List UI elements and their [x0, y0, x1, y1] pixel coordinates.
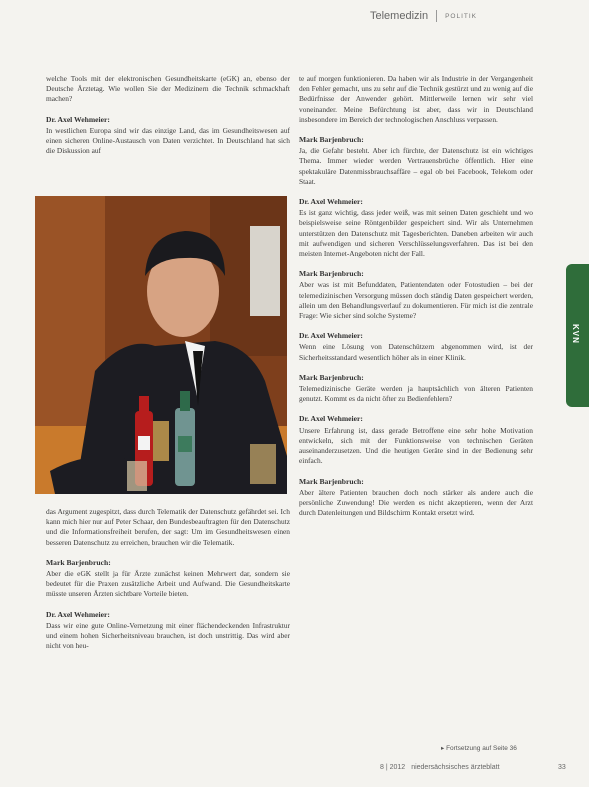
- paragraph: Dass wir eine gute Online-Vernetzung mit einer flächendeckenden Infrastruktur und einem hohen Sicherheitsniveau brauchen, ist doch unstrittig. Das wird aber nicht von heu-: [46, 620, 290, 651]
- speaker-name: Dr. Axel Wehmeier:: [299, 414, 363, 424]
- paragraph: das Argument zugespitzt, dass durch Telematik der Datenschutz gefährdet sei. Ich kann mich hier nur auf Peter Schaar, den Bundesbeauftragten für den Datenschutz und die Informationsfreiheit berufen, der sagt: Um im Gesundheitswesen einen besseren Datenschutz zu erreichen, brauchen wir die Telematik.: [46, 507, 290, 547]
- speaker-name: Mark Barjenbruch:: [299, 135, 364, 145]
- subsection-title: POLITIK: [445, 12, 478, 20]
- paragraph: te auf morgen funktionieren. Da haben wir als Industrie in der Vergangenheit den Fehler gemacht, uns zu sehr auf die Technik gestürzt und zu wenig auf die Bedürfnisse der Anwender gehört. Mittlerweile lernen wir sehr viel voneinander. Meine Befürchtung ist aber, dass wir in Deutschland insbesondere im Bereich der technologischen Anschluss verpassen.: [299, 74, 533, 124]
- speaker-name: Mark Barjenbruch:: [46, 557, 111, 567]
- left-column-bottom: [46, 507, 290, 657]
- issue-number: 8 | 2012: [380, 764, 406, 771]
- section-tab: [566, 264, 589, 407]
- page-header: [370, 8, 477, 24]
- right-column: [299, 74, 533, 524]
- speaker-name: Dr. Axel Wehmeier:: [46, 609, 110, 619]
- page-number: 33: [558, 764, 566, 771]
- section-title: Telemedizin: [370, 10, 429, 22]
- paragraph: Aber was ist mit Befunddaten, Patientendaten oder Fotostudien – bei der telemedizinischen Versorgung müssen doch ständig Daten gespeichert werden, allein um den Behandlungsverlauf zu dokumentieren. Für mich ist die zentrale Frage: Wie sicher sind solche Systeme?: [299, 280, 533, 321]
- paragraph: Aber die eGK stellt ja für Ärzte zunächst keinen Mehrwert dar, sondern sie bedeutet für die Praxen zusätzliche Arbeit und Aufwand. Die Gesundheitskarte müsste unseren Ärzten sichtbare Vorteile bieten.: [46, 569, 290, 599]
- paragraph: Unsere Erfahrung ist, dass gerade Betroffene eine sehr hohe Motivation entwickeln, sich mit der Funktionsweise von technischen Geräten auseinanderzusetzen. Und die heutigen Geräte sind in der Bedienung sehr einfach.: [299, 425, 533, 466]
- speaker-name: Dr. Axel Wehmeier:: [46, 114, 110, 124]
- speaker-name: Mark Barjenbruch:: [299, 269, 364, 279]
- paragraph: welche Tools mit der elektronischen Gesundheitskarte (eGK) an, ebenso der Deutsche Ärztetag. Wie wollen Sie der Medizinern die Technik schmackhaft machen?: [46, 74, 290, 104]
- page-footer: [380, 764, 566, 771]
- paragraph: Aber ältere Patienten brauchen doch noch stärker als andere auch die persönliche Zuwendung! Die werden es nicht akzeptieren, wenn der Arzt durch Datenleitungen und Bildschirm Kontakt ersetzt wird.: [299, 487, 533, 518]
- interview-photo: [35, 196, 287, 494]
- speaker-name: Mark Barjenbruch:: [299, 372, 364, 382]
- section-tab-label: KVN: [571, 324, 580, 344]
- paragraph: Wenn eine Lösung von Datenschützern abgenommen wird, ist der Sicherheitsstandard wesentlich höher als in einer Klinik.: [299, 342, 533, 362]
- magazine-name: niedersächsisches ärzteblatt: [411, 764, 500, 771]
- left-column-top: [46, 74, 290, 162]
- speaker-name: Dr. Axel Wehmeier:: [299, 197, 363, 207]
- speaker-name: Dr. Axel Wehmeier:: [299, 331, 363, 341]
- paragraph: In westlichen Europa sind wir das einzige Land, das im Gesundheitswesen auf einen sicheren Online-Austausch von Daten verzichtet. In Deutschland hat sich die Diskussion auf: [46, 125, 290, 156]
- header-divider: [436, 10, 437, 22]
- paragraph: Telemedizinische Geräte werden ja hauptsächlich von älteren Patienten genutzt. Kommt es da nicht öfter zu Bedienfehlern?: [299, 384, 533, 404]
- speaker-name: Mark Barjenbruch:: [299, 476, 364, 486]
- paragraph: Es ist ganz wichtig, dass jeder weiß, was mit seinen Daten geschieht und wo beispielsweise seine Röntgenbilder gespeichert sind. Wir als Unternehmen unterstützen den Datenschutz mit Tagesberichten. Daneben arbeiten wir auch mit aufwendigen und sicheren Verschlüsselungsverfahren. Das ist bei den meisten Internet-Angeboten nicht der Fall.: [299, 208, 533, 259]
- continuation-note: ▸ Fortsetzung auf Seite 36: [441, 745, 517, 752]
- paragraph: Ja, die Gefahr besteht. Aber ich fürchte, der Datenschutz ist ein wichtiges Thema. Immer wieder werden Vertrauensbrüche öffentlich. Hier eine spektakuläre Datenmissbrauchsaffäre – egal ob bei Facebook, Telekom oder Staat.: [299, 146, 533, 186]
